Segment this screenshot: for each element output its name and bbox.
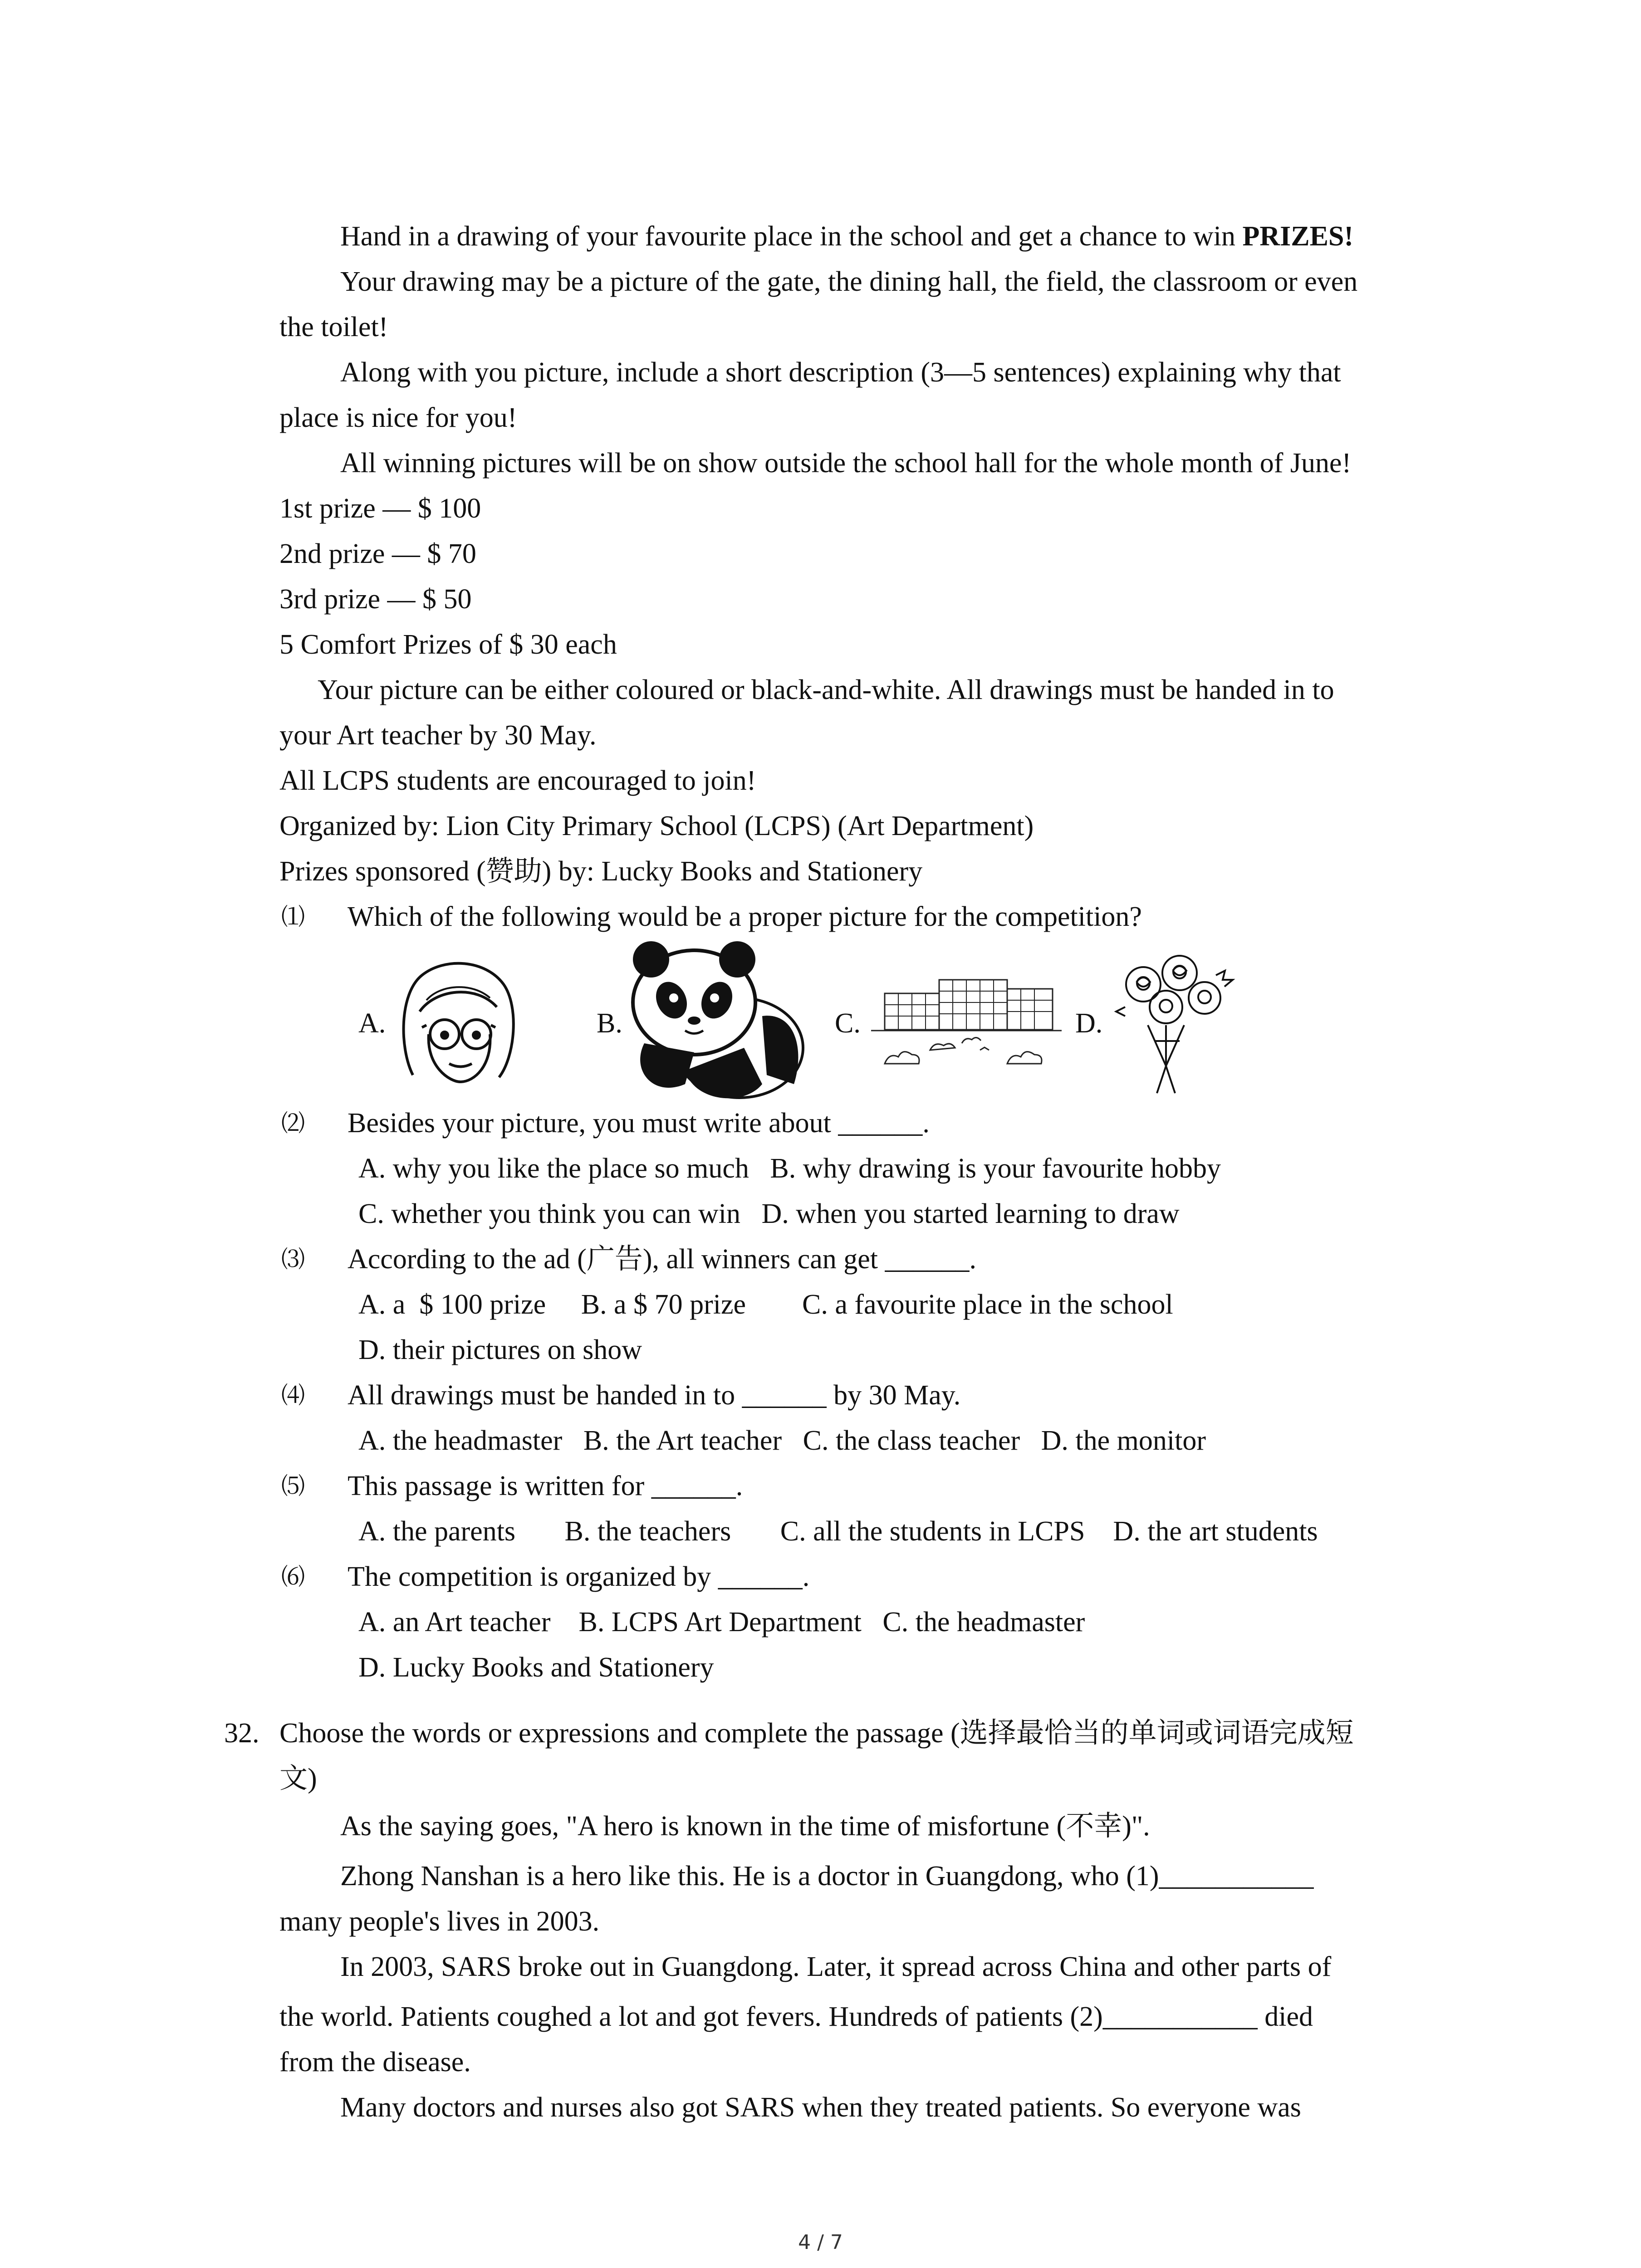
question-5-options: A. the parents B. the teachers C. all the students in LCPS D. the art students xyxy=(358,1516,1318,1547)
q1-option-b-label: B. xyxy=(597,1008,622,1039)
question-3-number: ⑶ xyxy=(281,1246,305,1273)
ad-sponsor: Prizes sponsored (赞助) by: Lucky Books and Stationery xyxy=(279,856,923,887)
ad-paragraph-3a: Along with you picture, include a short description (3—5 sentences) explaining why that xyxy=(340,357,1341,388)
ad-text: Hand in a drawing of your favourite place in the school and get a chance to win xyxy=(340,221,1243,252)
question-4-text: All drawings must be handed in to ______ by 30 May. xyxy=(348,1380,961,1411)
passage-line-3b: the world. Patients coughed a lot and got fevers. Hundreds of patients (2)___________ died xyxy=(279,2001,1313,2032)
ad-paragraph-2a: Your drawing may be a picture of the gate, the dining hall, the field, the classroom or even xyxy=(340,266,1358,297)
question-5-text: This passage is written for ______. xyxy=(348,1471,743,1501)
section-32-instruction-b: 文) xyxy=(279,1763,317,1794)
question-3-options-2: D. their pictures on show xyxy=(358,1334,642,1365)
question-5-number: ⑸ xyxy=(281,1473,305,1500)
ad-paragraph-5b: your Art teacher by 30 May. xyxy=(279,720,597,751)
prize-second: 2nd prize — $ 70 xyxy=(279,538,476,569)
question-4-options: A. the headmaster B. the Art teacher C. the class teacher D. the monitor xyxy=(358,1425,1206,1456)
woman-face-icon xyxy=(395,957,522,1089)
question-2-options-1: A. why you like the place so much B. why drawing is your favourite hobby xyxy=(358,1153,1221,1184)
question-3-options-1: A. a $ 100 prize B. a $ 70 prize C. a favourite place in the school xyxy=(358,1289,1173,1320)
question-6-options-1: A. an Art teacher B. LCPS Art Department C. the headmaster xyxy=(358,1607,1085,1637)
passage-line-2a: Zhong Nanshan is a hero like this. He is a doctor in Guangdong, who (1)___________ xyxy=(340,1861,1314,1892)
ad-paragraph-1 xyxy=(340,222,1353,250)
question-1-number: ⑴ xyxy=(281,904,305,931)
question-3-text: According to the ad (广告), all winners can get ______. xyxy=(348,1244,977,1275)
question-4-number: ⑷ xyxy=(281,1382,305,1409)
school-building-icon xyxy=(871,971,1062,1075)
passage-line-3a: In 2003, SARS broke out in Guangdong. Later, it spread across China and other parts of xyxy=(340,1951,1332,1982)
ad-paragraph-5a: Your picture can be either coloured or black-and-white. All drawings must be handed in to xyxy=(318,675,1334,705)
question-2-options-2: C. whether you think you can win D. when you started learning to draw xyxy=(358,1198,1180,1229)
passage-line-4: Many doctors and nurses also got SARS when they treated patients. So everyone was xyxy=(340,2092,1301,2123)
q1-option-c-label: C. xyxy=(835,1008,861,1039)
ad-paragraph-6: All LCPS students are encouraged to join! xyxy=(279,765,756,796)
q1-option-a-label: A. xyxy=(358,1008,386,1039)
question-6-number: ⑹ xyxy=(281,1564,305,1591)
prize-third: 3rd prize — $ 50 xyxy=(279,584,472,615)
question-6-text: The competition is organized by ______. xyxy=(348,1561,810,1592)
q1-option-d-label: D. xyxy=(1075,1008,1103,1039)
question-1-text: Which of the following would be a proper picture for the competition? xyxy=(348,901,1142,932)
passage-line-3c: from the disease. xyxy=(279,2047,471,2077)
ad-paragraph-3b: place is nice for you! xyxy=(279,402,517,433)
prize-first: 1st prize — $ 100 xyxy=(279,493,481,524)
panda-icon xyxy=(626,934,808,1107)
question-2-text: Besides your picture, you must write about ______. xyxy=(348,1108,930,1139)
question-6-options-2: D. Lucky Books and Stationery xyxy=(358,1652,714,1683)
passage-line-2b: many people's lives in 2003. xyxy=(279,1906,600,1937)
flower-bouquet-icon xyxy=(1112,953,1239,1098)
prize-comfort: 5 Comfort Prizes of $ 30 each xyxy=(279,629,617,660)
ad-paragraph-2b: the toilet! xyxy=(279,312,388,342)
section-32-number: 32. xyxy=(224,1718,260,1749)
passage-line-1: As the saying goes, "A hero is known in the time of misfortune (不幸)". xyxy=(340,1811,1150,1842)
ad-paragraph-4: All winning pictures will be on show outside the school hall for the whole month of June! xyxy=(340,448,1352,479)
question-2-number: ⑵ xyxy=(281,1110,305,1137)
page-number: 4 / 7 xyxy=(798,2231,843,2254)
prizes-emphasis: PRIZES! xyxy=(1242,221,1354,252)
section-32-instruction-a: Choose the words or expressions and complete the passage (选择最恰当的单词或词语完成短 xyxy=(279,1718,1354,1749)
ad-organizer: Organized by: Lion City Primary School (LCPS) (Art Department) xyxy=(279,811,1034,841)
